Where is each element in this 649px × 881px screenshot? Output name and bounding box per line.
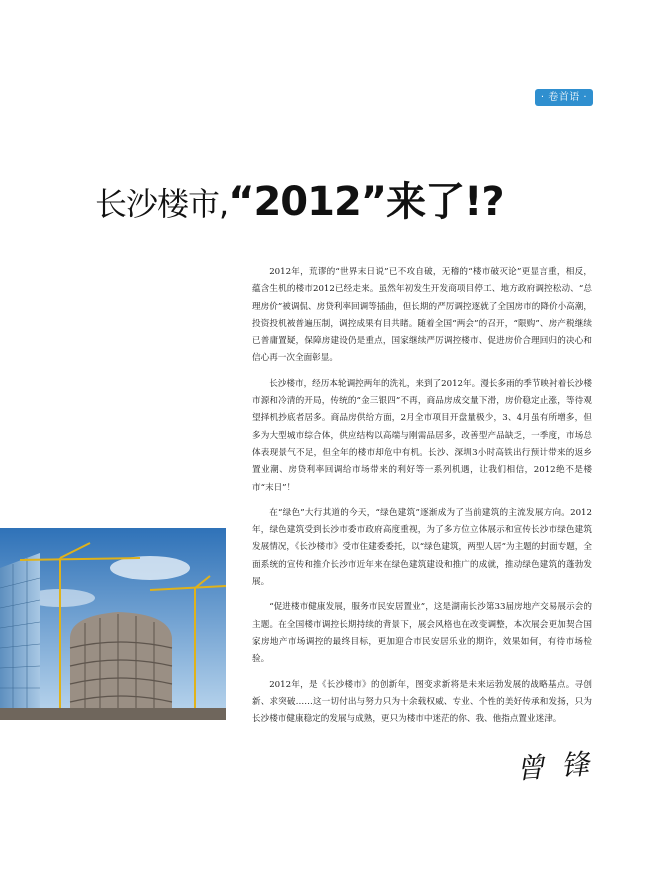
page-title (95, 179, 504, 225)
paragraph-2: 长沙楼市，经历本轮调控两年的洗礼，来到了2012年。漫长多雨的季节映衬着长沙楼市源和冷清的开局，传统的“金三银四”不再，商品房成交量下滑，房价稳定止涨，等待观望择机抄底者居多。商品房供给方面，2月全市项目开盘量极少，3、4月虽有所增多，但多为大型城市综合体，供应结构以高端与刚需品居多，改善型产品缺乏，一季度，市场总体表现景气不足，但全年的楼市却危中有机。长沙、深圳3小时高铁出行预计带来的返乡置业潮、房贷利率回调给市场带来的利好等一系列机遇，让我们相信，2012绝不是楼市“末日”！ (252, 378, 592, 493)
construction-illustration (0, 528, 226, 720)
paragraph-1: 2012年，荒谬的“世界末日说”已不攻自破，无稽的“楼市破灭论”更显言重，相反，蕴含生机的楼市2012已经走来。虽然年初发生开发商项目停工、地方政府调控松动、“总理房价”被调侃、房贷利率回调等插曲，但长期的严厉调控逐就了全国房市的降价小高潮，投资投机被普遍压制，调控成果有目共睹。随着全国“两会”的召开，“限购”、房产税继续已普庸置疑，保障房建设仍是重点，国家继续严厉调控楼市、促进房价合理回归的决心和信心再一次全面彰显。 (252, 267, 592, 364)
paragraph-4: “促进楼市健康发展，服务市民安居置业”，这是湖南长沙第33届房地产交易展示会的主题。在全国楼市调控长期持续的背景下，展会风格也在改变调整，本次展会更加契合国家房地产市场调控的最终目标，更加迎合市民安居乐业的期许，效果如何，有待市场检验。 (252, 602, 592, 665)
construction-photo (0, 528, 226, 720)
section-tag: · 卷首语 · (535, 89, 593, 106)
article-body (252, 264, 592, 736)
title-part-2: “2012”来了!? (228, 179, 504, 225)
paragraph-3: 在“绿色”大行其道的今天，“绿色建筑”逐渐成为了当前建筑的主流发展方向。2012年，绿色建筑受到长沙市委市政府高度重视，为了多方位立体展示和宣传长沙市绿色建筑发展情况，《长沙楼市》受市住建委委托，以“绿色建筑，两型人居”为主题的封面专题，全面系统的宣传和推介长沙市近年来在绿色建筑建设和推广的成就，推动绿色建筑的蓬勃发展。 (252, 507, 592, 588)
paragraph-5: 2012年，是《长沙楼市》的创新年，图变求新将是未来运勃发展的战略基点。寻创新、求突破……这一切付出与努力只为十余载权威、专业、个性的美好传承和发扬，只为长沙楼市健康稳定的发展与成熟，更只为楼市中迷茫的你、我、他指点置业迷津。 (252, 679, 592, 725)
title-part-1: 长沙楼市, (95, 185, 229, 223)
author-signature: 曾 锋 (515, 747, 595, 786)
